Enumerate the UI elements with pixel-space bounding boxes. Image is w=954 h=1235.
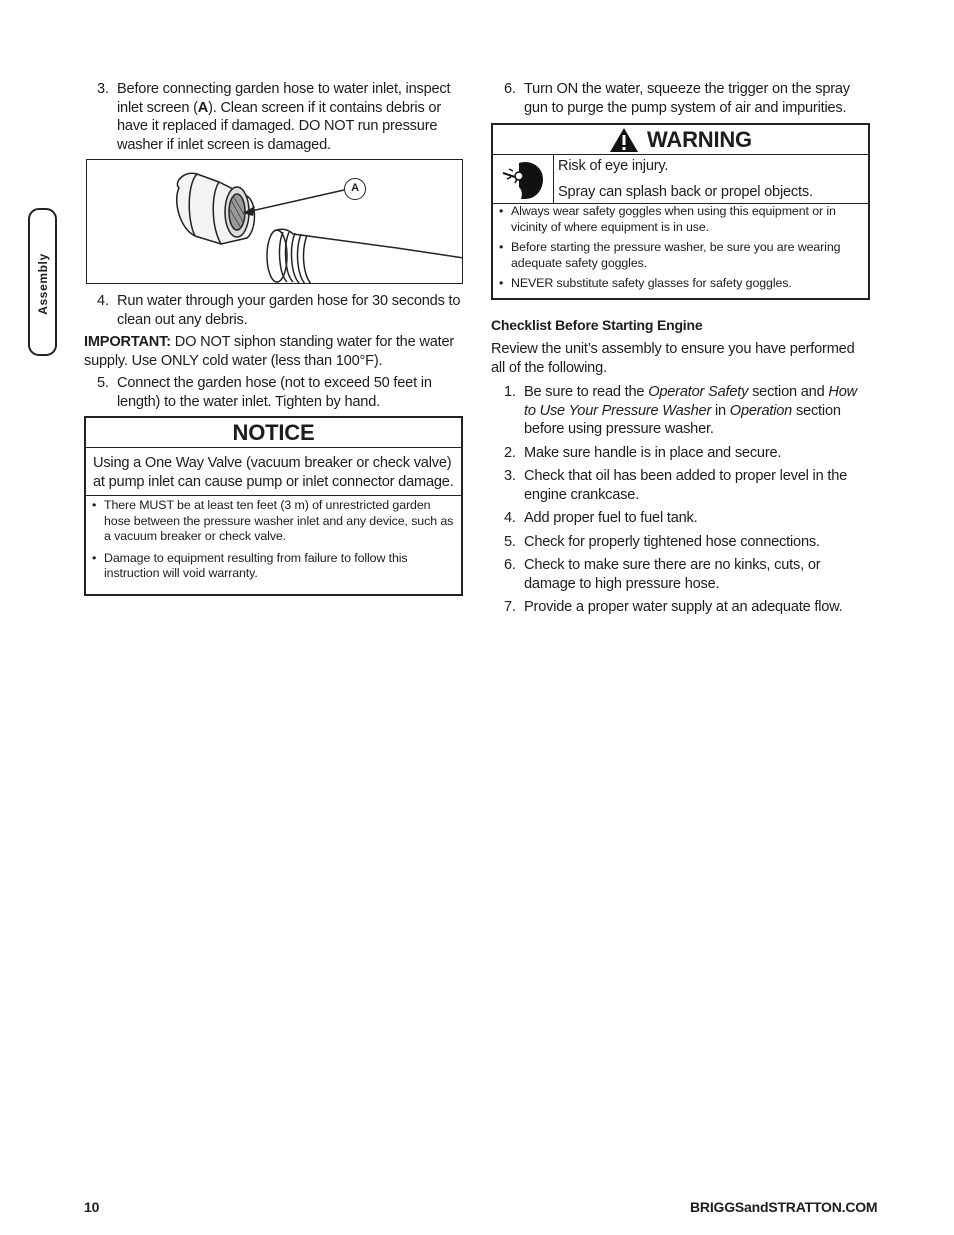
step-3-number: 3.	[97, 81, 109, 97]
checklist-item-1-text: section and	[748, 384, 829, 400]
warning-hazard-detail: Spray can splash back or propel objects.	[558, 183, 813, 200]
warning-bullet: • NEVER substitute safety glasses for safety goggles.	[499, 276, 862, 292]
checklist-item-1-number: 1.	[504, 384, 516, 400]
checklist-intro: Review the unit’s assembly to ensure you have performed all of the following.	[491, 341, 855, 376]
inlet-screen-figure	[86, 159, 463, 284]
website-footer: BRIGGSandSTRATTON.COM	[690, 1199, 878, 1215]
notice-bullet: • There MUST be at least ten feet (3 m) of unrestricted garden hose between the pressure washer inlet and any device, such as a vacuum breaker or check valve.	[92, 498, 455, 545]
warning-triangle-icon	[609, 127, 639, 153]
important-text: DO NOT siphon standing water for the water supply. Use ONLY cold water (less than 100°F).	[84, 334, 455, 369]
step-3-ref: A	[197, 99, 209, 116]
checklist-item	[491, 556, 871, 593]
checklist-item-text: Provide a proper water supply at an adequate flow.	[524, 599, 843, 615]
important-note	[84, 333, 464, 370]
checklist-item-number: 5.	[504, 533, 516, 550]
warning-hazard-text	[554, 155, 817, 203]
step-5	[84, 374, 464, 411]
checklist-item	[491, 444, 871, 463]
warning-bullet: • Always wear safety goggles when using this equipment or in vicinity of where equipment is in use.	[499, 204, 862, 235]
hose-connector-illustration	[87, 160, 463, 284]
checklist-item-number: 6.	[504, 557, 516, 573]
step-4-text: Run water through your garden hose for 30 seconds to clean out any debris.	[117, 293, 461, 328]
checklist-item-text: Check for properly tightened hose connections.	[524, 533, 820, 550]
checklist-item	[491, 533, 871, 552]
warning-bullet: • Before starting the pressure washer, be sure you are wearing adequate safety goggles.	[499, 240, 862, 271]
operator-safety-ref: Operator Safety	[648, 384, 749, 400]
checklist-item	[491, 467, 871, 504]
step-6-number: 6.	[504, 81, 516, 97]
checklist-item-number: 2.	[504, 444, 516, 461]
checklist-item	[491, 509, 871, 528]
checklist-item-1-text: Be sure to read the	[524, 384, 649, 400]
notice-bullet: • Damage to equipment resulting from failure to follow this instruction will void warranty.	[92, 551, 455, 582]
warning-box	[491, 123, 870, 300]
warning-icon-cell	[493, 155, 554, 203]
warning-bullets	[493, 204, 868, 298]
step-6	[491, 80, 871, 117]
checklist-item-text: Make sure handle is in place and secure.	[524, 444, 782, 461]
step-6-text: Turn ON the water, squeeze the trigger on the spray gun to purge the pump system of air and impurities.	[524, 81, 850, 116]
step-5-number: 5.	[97, 375, 109, 391]
checklist-item-number: 3.	[504, 468, 516, 484]
step-3-text-a: Before connecting garden hose to water inlet, inspect inlet screen (	[117, 81, 451, 116]
checklist-heading: Checklist Before Starting Engine	[491, 316, 703, 333]
step-3-text-b: ). Clean screen if it contains debris or have it replaced if damaged. DO NOT run pressure washer if inlet screen is damaged.	[117, 99, 441, 153]
step-5-text: Connect the garden hose (not to exceed 50 feet in length) to the water inlet. Tighten by hand.	[117, 375, 432, 410]
notice-box	[84, 416, 463, 596]
checklist-item-1-text: section before using pressure washer.	[524, 402, 841, 437]
page-number: 10	[84, 1199, 100, 1215]
eye-injury-icon	[501, 159, 545, 199]
checklist-item-text: Check that oil has been added to proper level in the engine crankcase.	[524, 468, 848, 503]
notice-intro: Using a One Way Valve (vacuum breaker or check valve) at pump inlet can cause pump or inlet connector damage.	[86, 448, 461, 496]
notice-title: NOTICE	[86, 418, 461, 448]
section-tab-label-wrap	[34, 250, 52, 318]
right-column	[491, 80, 871, 617]
notice-bullets	[86, 496, 461, 594]
left-column	[84, 80, 464, 596]
operation-ref: Operation	[729, 402, 793, 419]
step-4-number: 4.	[97, 293, 109, 309]
checklist-item	[491, 598, 871, 617]
warning-header	[493, 125, 868, 155]
checklist-item-number: 7.	[504, 599, 516, 615]
warning-hazard: Risk of eye injury.	[558, 158, 669, 174]
step-3	[84, 80, 464, 154]
checklist-item-number: 4.	[504, 510, 516, 526]
checklist-item-text: Add proper fuel to fuel tank.	[524, 510, 698, 526]
how-to-use-ref: How to Use Your Pressure Washer	[524, 384, 857, 419]
checklist-item-1	[491, 383, 871, 439]
step-4	[84, 292, 464, 329]
warning-title: WARNING	[647, 126, 752, 152]
checklist-item-1-text: in	[711, 402, 730, 419]
callout-a: A	[344, 178, 366, 200]
warning-hazard-row	[493, 155, 868, 204]
important-label: IMPORTANT:	[84, 334, 171, 350]
checklist-item-text: Check to make sure there are no kinks, cuts, or damage to high pressure hose.	[524, 557, 821, 592]
section-tab-label: Assembly	[36, 253, 50, 315]
